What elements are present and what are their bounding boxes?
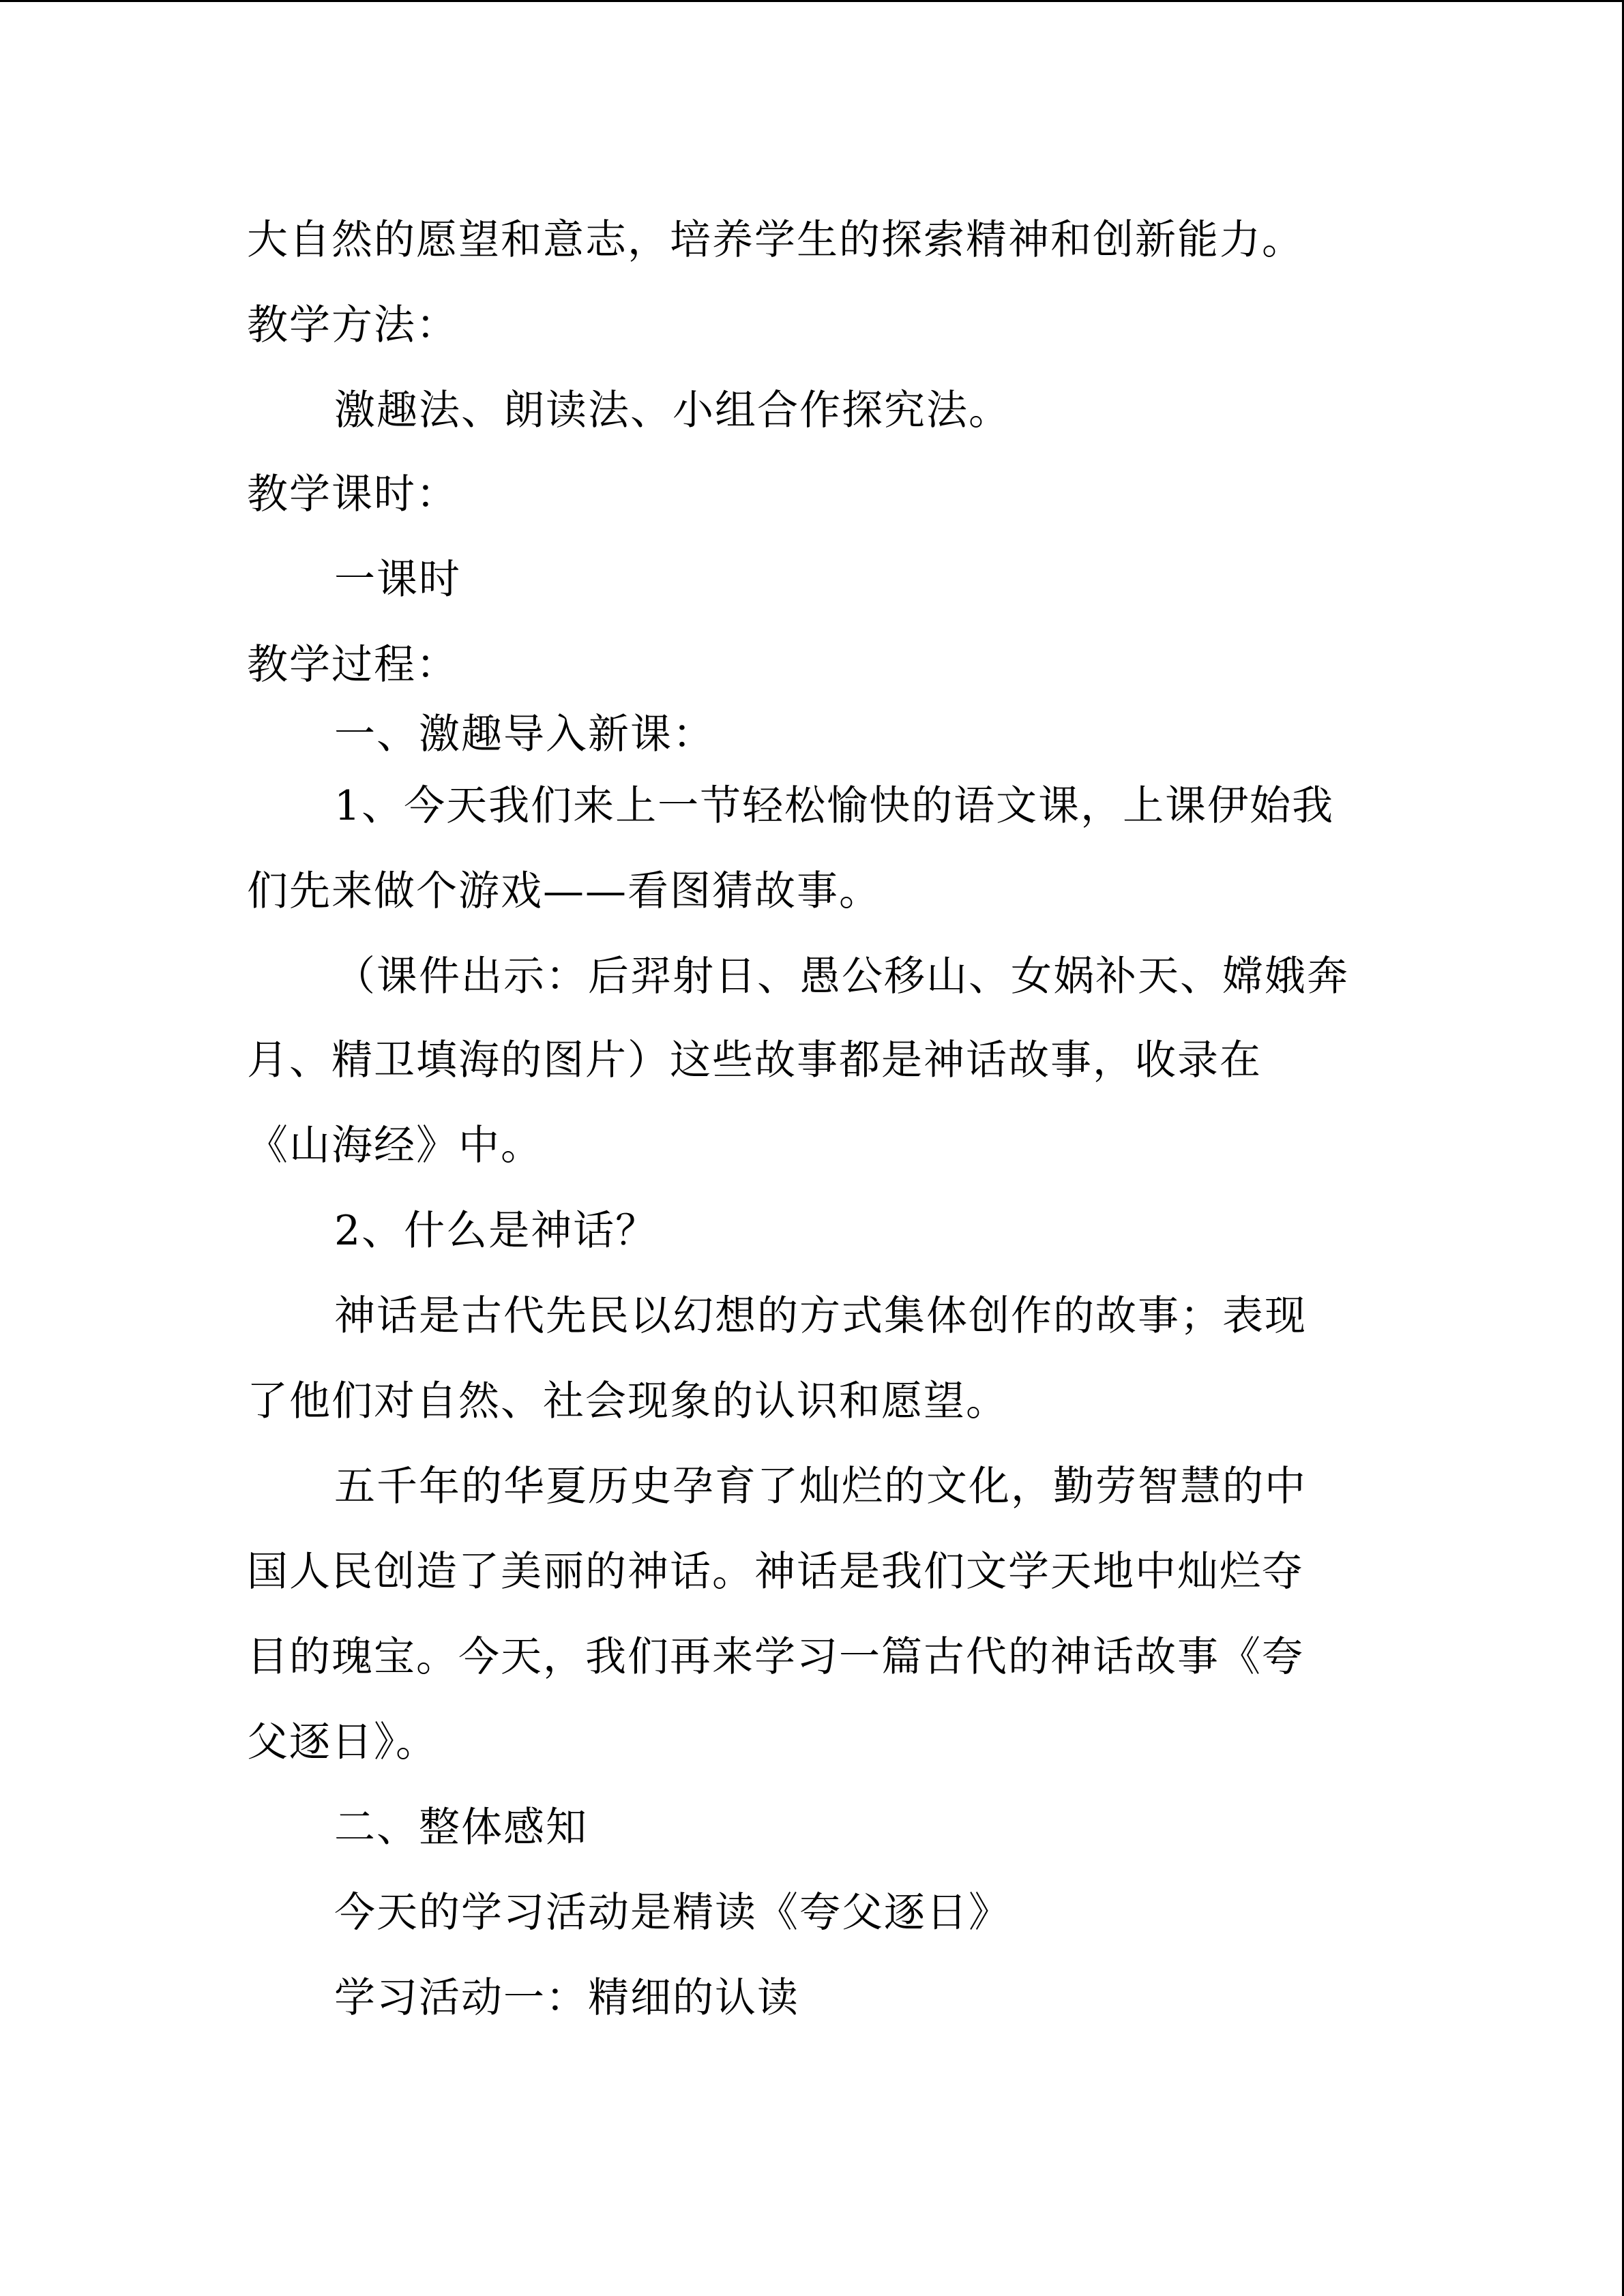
paragraph-line: 《山海经》中。 xyxy=(247,1122,543,1169)
paragraph-line: 父逐日》。 xyxy=(247,1718,438,1766)
paragraph-line: 学习活动一：精细的认读 xyxy=(334,1974,799,2022)
page-border-top xyxy=(0,0,1624,2)
paragraph-line: 一课时 xyxy=(334,556,461,603)
paragraph-line: 1、今天我们来上一节轻松愉快的语文课，上课伊始我 xyxy=(334,782,1335,830)
paragraph-line: 今天的学习活动是精读《夸父逐日》 xyxy=(334,1889,1011,1937)
paragraph-line: 大自然的愿望和意志，培养学生的探索精神和创新能力。 xyxy=(247,216,1304,264)
paragraph-line: 神话是古代先民以幻想的方式集体创作的故事；表现 xyxy=(334,1292,1307,1340)
paragraph-line: 们先来做个游戏——看图猜故事。 xyxy=(247,867,881,915)
section-heading-process: 教学过程： xyxy=(247,641,458,689)
paragraph-line: （课件出示：后羿射日、愚公移山、女娲补天、嫦娥奔 xyxy=(334,953,1349,1000)
paragraph-line: 了他们对自然、社会现象的认识和愿望。 xyxy=(247,1377,1008,1425)
subsection-heading: 一、激趣导入新课： xyxy=(334,711,715,758)
paragraph-line: 激趣法、朗读法、小组合作探究法。 xyxy=(334,387,1011,434)
paragraph-line: 月、精卫填海的图片）这些故事都是神话故事，收录在 xyxy=(247,1037,1262,1084)
subsection-heading: 二、整体感知 xyxy=(334,1804,588,1851)
section-heading-methods: 教学方法： xyxy=(247,301,458,349)
paragraph-line: 2、什么是神话？ xyxy=(334,1207,658,1255)
section-heading-hours: 教学课时： xyxy=(247,471,458,518)
paragraph-line: 目的瑰宝。今天，我们再来学习一篇古代的神话故事《夸 xyxy=(247,1633,1304,1681)
paragraph-line: 国人民创造了美丽的神话。神话是我们文学天地中灿烂夺 xyxy=(247,1548,1304,1596)
paragraph-line: 五千年的华夏历史孕育了灿烂的文化，勤劳智慧的中 xyxy=(334,1463,1307,1510)
